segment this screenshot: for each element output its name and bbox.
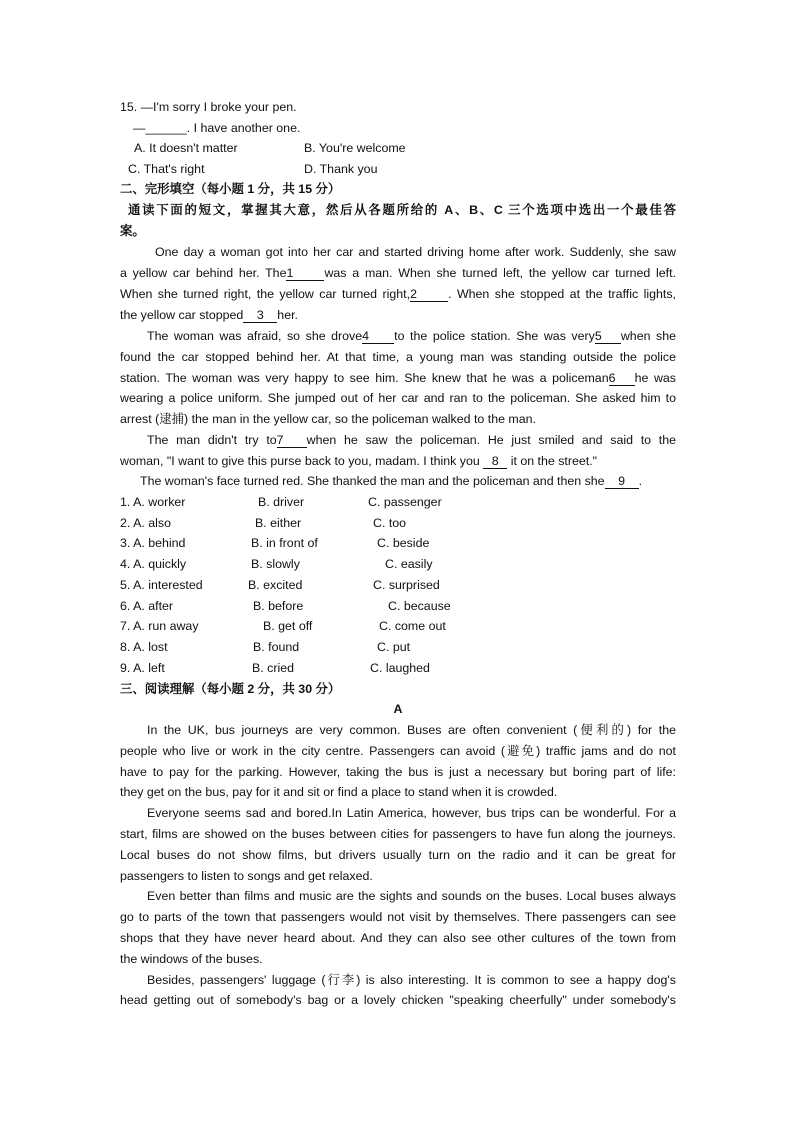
reading-line: people who live or work in the city centre. Passengers can avoid (避免) traffic jams and do not [120,743,676,758]
cloze-option-8-b: B. found [253,639,300,654]
reading-line: Local buses do not show films, but drivers usually turn on the radio and it can be great for [120,847,676,862]
reading-line: In the UK, bus journeys are very common. Buses are often convenient (便利的) for the [147,723,676,737]
section2-instruction: 通读下面的短文，掌握其大意，然后从各题所给的 A、B、C 三个选项中选出一个最佳答 [128,203,676,217]
q15-option-b: B. You're welcome [304,141,406,155]
cloze-option-9-a: 9. A. left [120,660,165,675]
q15-option-d: D. Thank you [304,162,378,176]
reading-line: passengers to listen to songs and get relaxed. [120,868,373,883]
cloze-option-5-c: C. surprised [373,577,440,592]
cloze-option-2-b: B. either [255,515,302,530]
cloze-option-5-b: B. excited [248,577,303,592]
blank-4: 4 [362,330,394,344]
cloze-option-3-b: B. in front of [251,536,318,551]
passage-line: woman, "I want to give this purse back to you, madam. I think you 8 it on the street." [120,454,598,468]
section2-instruction-cont: 案。 [120,224,145,238]
blank-6: 6 [609,372,635,386]
blank-5: 5 [595,330,621,344]
blank-7: 7 [277,434,307,448]
cloze-option-5-a: 5. A. interested [120,577,203,592]
cloze-option-2-a: 2. A. also [120,515,171,530]
passage-line: arrest (逮捕) the man in the yellow car, so the policeman walked to the man. [120,412,536,426]
blank-3: 3 [243,309,277,323]
cloze-option-4-a: 4. A. quickly [120,557,187,572]
cloze-option-7-c: C. come out [379,619,446,634]
reading-line: go to parts of the town that passengers would not visit by themselves. There passengers can see [120,910,676,925]
cloze-option-4-c: C. easily [385,557,433,572]
reading-line: start, films are showed on the buses between cities for passengers to have fun along the journeys. [120,827,676,841]
reading-line: shops that they have never heard about. And they can also see other cultures of the town from [120,931,676,945]
cloze-option-9-b: B. cried [252,660,295,675]
passage-line: The woman's face turned red. She thanked the man and the policeman and then she 9 . [140,474,643,488]
passage-line: One day a woman got into her car and started driving home after work. Suddenly, she saw [155,245,676,259]
passage-line: wearing a police uniform. She jumped out of her car and ran to the policeman. She asked him to [120,391,676,405]
cloze-option-7-b: B. get off [263,619,313,634]
cloze-option-1-b: B. driver [258,495,305,509]
passage-line: the yellow car stopped 3 her. [120,308,298,322]
reading-line: have to pay for the parking. However, taking the bus is just a necessary but boring part of life: [120,764,676,779]
reading-line: they get on the bus, pay for it and sit or find a place to stand when it is crowded. [120,785,558,800]
cloze-option-4-b: B. slowly [251,557,300,572]
cloze-option-1-c: C. passenger [368,495,442,509]
blank-9: 9 [605,475,639,489]
reading-line: Everyone seems sad and bored.In Latin America, however, bus trips can be wonderful. For a [147,806,676,821]
cloze-option-3-a: 3. A. behind [120,536,186,551]
passage-line: a yellow car behind her. The1 was a man. When she turned left, the yellow car turned left. [120,266,677,280]
passage-line: The man didn't try to7 when he saw the policeman. He just smiled and said to the [147,433,676,447]
q15-reply: —______. I have another one. [133,121,301,135]
cloze-option-8-a: 8. A. lost [120,639,168,654]
reading-line: the windows of the buses. [120,951,263,966]
passage-line: When she turned right, the yellow car turned right,2 . When she stopped at the traffic lights, [120,287,676,301]
blank-8: 8 [483,455,507,469]
cloze-option-1-a: 1. A. worker [120,495,186,509]
passage-line: station. The woman was very happy to see him. She knew that he was a policeman6 he was [120,371,676,385]
reading-part-label: A [393,702,403,716]
reading-line: head getting out of somebody's bag or a lovely chicken "speaking cheerfully" under somebody's [120,993,676,1008]
blank-1: 1 [286,267,324,281]
q15-option-a: A. It doesn't matter [134,141,238,155]
cloze-option-6-c: C. because [388,598,451,613]
section3-heading: 三、阅读理解（每小题 2 分，共 30 分） [120,682,341,696]
cloze-option-6-a: 6. A. after [120,598,174,613]
cloze-option-8-c: C. put [377,639,411,654]
passage-line: found the car stopped behind her. At that time, a young man was standing outside the police [120,350,676,364]
cloze-option-9-c: C. laughed [370,660,430,675]
cloze-option-6-b: B. before [253,598,304,613]
passage-line: The woman was afraid, so she drove4 to the police station. She was very5 when she [147,329,677,343]
q15-stem: 15. —I'm sorry I broke your pen. [120,100,297,114]
section2-heading: 二、完形填空（每小题 1 分，共 15 分） [120,182,341,196]
cloze-option-7-a: 7. A. run away [120,619,199,634]
q15-option-c: C. That's right [128,162,205,176]
reading-line: Besides, passengers' luggage (行李) is also interesting. It is common to see a happy dog's [147,972,676,987]
blank-2: 2 [410,288,448,302]
cloze-option-2-c: C. too [373,515,407,530]
cloze-option-3-c: C. beside [377,536,430,551]
reading-line: Even better than films and music are the sights and sounds on the buses. Local buses always [147,889,676,904]
